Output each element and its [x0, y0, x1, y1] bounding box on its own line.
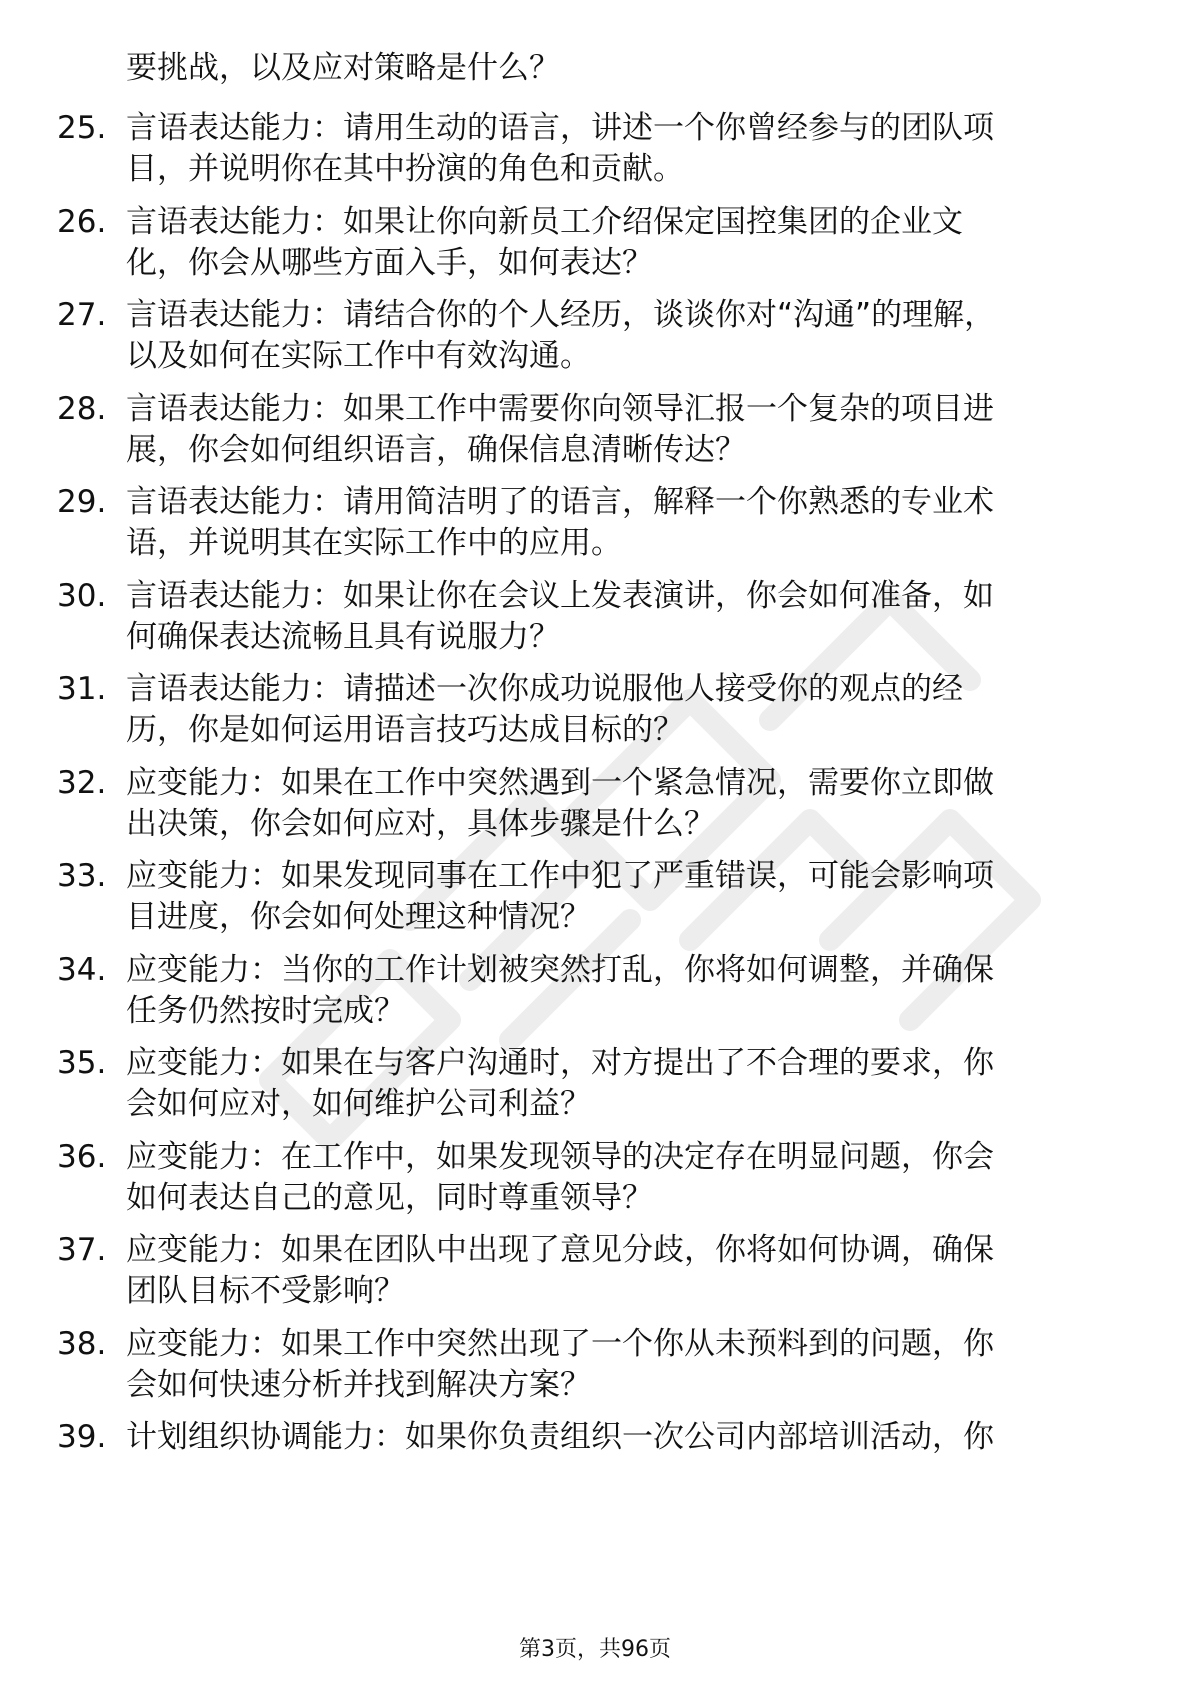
question-text-line-2: 如何表达自己的意见，同时尊重领导？ — [126, 1180, 653, 1216]
question-text-line-2: 出决策，你会如何应对，具体步骤是什么？ — [126, 806, 715, 842]
question-text-line-1: 言语表达能力：请用简洁明了的语言，解释一个你熟悉的专业术 — [126, 484, 994, 520]
question-text-line-1: 言语表达能力：如果工作中需要你向领导汇报一个复杂的项目进 — [126, 391, 994, 427]
question-text-line-1: 言语表达能力：如果让你在会议上发表演讲，你会如何准备，如 — [126, 578, 994, 614]
question-text-line-2: 任务仍然按时完成？ — [126, 993, 405, 1029]
question-text-line-2: 化，你会从哪些方面入手，如何表达？ — [126, 245, 653, 281]
question-number: 29. — [57, 484, 107, 520]
question-number: 35. — [57, 1045, 107, 1081]
question-text-line-2: 团队目标不受影响？ — [126, 1273, 405, 1309]
question-text-line-2: 语，并说明其在实际工作中的应用。 — [126, 525, 622, 561]
question-number: 37. — [57, 1232, 107, 1268]
question-number: 28. — [57, 391, 107, 427]
question-text-line-2: 以及如何在实际工作中有效沟通。 — [126, 338, 591, 374]
question-text-line-2: 会如何快速分析并找到解决方案？ — [126, 1367, 591, 1403]
page-footer: 第3页，共96页 — [519, 1637, 671, 1662]
question-text-line-2: 目，并说明你在其中扮演的角色和贡献。 — [126, 151, 684, 187]
question-number: 31. — [57, 671, 107, 707]
question-text-line-1: 应变能力：在工作中，如果发现领导的决定存在明显问题，你会 — [126, 1139, 994, 1175]
question-text-line-1: 言语表达能力：请结合你的个人经历，谈谈你对“沟通”的理解， — [126, 297, 996, 333]
question-number: 32. — [57, 765, 107, 801]
question-text-line-2: 目进度，你会如何处理这种情况？ — [126, 899, 591, 935]
question-number: 26. — [57, 204, 107, 240]
question-text-line-1: 言语表达能力：请用生动的语言，讲述一个你曾经参与的团队项 — [126, 110, 994, 146]
question-text-line-2: 历，你是如何运用语言技巧达成目标的？ — [126, 712, 684, 748]
question-number: 25. — [57, 110, 107, 146]
question-text-line-2: 会如何应对，如何维护公司利益？ — [126, 1086, 591, 1122]
question-number: 36. — [57, 1139, 107, 1175]
question-number: 33. — [57, 858, 107, 894]
question-number: 38. — [57, 1326, 107, 1362]
question-number: 34. — [57, 952, 107, 988]
question-text-line-2: 何确保表达流畅且具有说服力？ — [126, 619, 560, 655]
question-text-line-2: 展，你会如何组织语言，确保信息清晰传达？ — [126, 432, 746, 468]
question-number: 27. — [57, 297, 107, 333]
question-text-line-1: 言语表达能力：请描述一次你成功说服他人接受你的观点的经 — [126, 671, 963, 707]
question-text-line-1: 应变能力：如果在工作中突然遇到一个紧急情况，需要你立即做 — [126, 765, 994, 801]
question-text-line-1: 应变能力：如果在与客户沟通时，对方提出了不合理的要求，你 — [126, 1045, 994, 1081]
question-text-line-1: 应变能力：如果在团队中出现了意见分歧，你将如何协调，确保 — [126, 1232, 994, 1268]
continuation-line: 要挑战，以及应对策略是什么？ — [126, 50, 560, 86]
question-text-line-1: 言语表达能力：如果让你向新员工介绍保定国控集团的企业文 — [126, 204, 963, 240]
question-text-line-1: 计划组织协调能力：如果你负责组织一次公司内部培训活动，你 — [126, 1419, 994, 1455]
question-number: 39. — [57, 1419, 107, 1455]
question-number: 30. — [57, 578, 107, 614]
question-text-line-1: 应变能力：如果工作中突然出现了一个你从未预料到的问题，你 — [126, 1326, 994, 1362]
question-text-line-1: 应变能力：如果发现同事在工作中犯了严重错误，可能会影响项 — [126, 858, 994, 894]
question-text-line-1: 应变能力：当你的工作计划被突然打乱，你将如何调整，并确保 — [126, 952, 994, 988]
